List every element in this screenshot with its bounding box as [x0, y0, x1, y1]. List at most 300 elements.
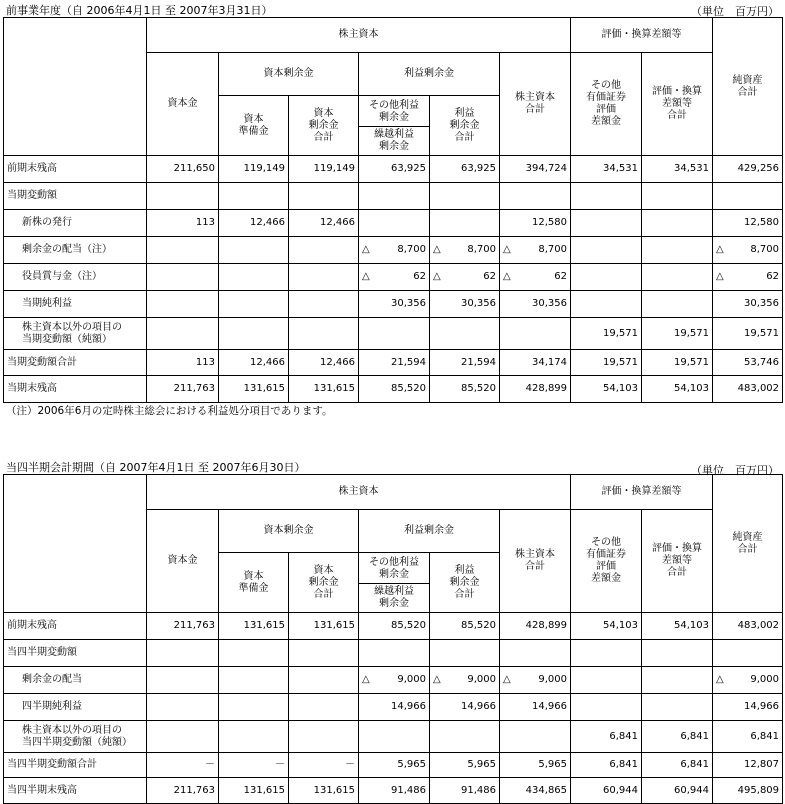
table-row [4, 156, 783, 183]
negative-marker: △ [362, 271, 370, 282]
cell-value: 434,865 [525, 784, 568, 796]
row-label: 役員賞与金（注） [4, 264, 147, 291]
value-cell [500, 667, 571, 694]
value-cell [147, 667, 219, 694]
value-cell [642, 237, 713, 264]
cell-value: － [275, 759, 285, 770]
cell-value: 131,615 [313, 784, 355, 796]
cell-value: 14,966 [744, 701, 780, 712]
cell-value: 19,571 [603, 327, 639, 339]
value-cell [147, 183, 219, 210]
header-capital-reserve: 資本 準備金 [219, 553, 289, 613]
value-cell [289, 613, 359, 640]
cell-value: 113 [195, 356, 215, 368]
cell-value: 9,000 [467, 674, 496, 685]
table-row [4, 694, 783, 721]
cell-value: 54,103 [674, 383, 710, 394]
value-cell [430, 237, 500, 264]
value-cell [289, 350, 359, 376]
value-cell [359, 183, 430, 210]
value-cell [147, 778, 219, 804]
row-label: 当四半期変動額合計 [4, 753, 147, 778]
value-cell [147, 640, 219, 667]
value-cell [500, 694, 571, 721]
cell-value: － [205, 759, 215, 770]
value-cell [219, 667, 289, 694]
table-row [4, 291, 783, 318]
value-cell [359, 667, 430, 694]
value-cell [642, 640, 713, 667]
cell-value: 34,531 [674, 163, 710, 174]
cell-value: 85,520 [391, 620, 426, 631]
header-equity-total: 株主資本 合計 [500, 510, 571, 613]
row-label: 当期変動額 [4, 183, 147, 210]
value-cell [571, 778, 642, 804]
row-label: 当期純利益 [4, 291, 147, 318]
value-cell [713, 721, 783, 753]
row-label: 株主資本以外の項目の 当四半期変動額（純額） [4, 721, 147, 753]
header-shareholders-equity: 株主資本 [147, 18, 571, 53]
table-row [4, 183, 783, 210]
value-cell [571, 350, 642, 376]
cell-value: 53,746 [744, 356, 780, 368]
row-label: 当期変動額合計 [4, 350, 147, 376]
value-cell [642, 350, 713, 376]
value-cell [571, 376, 642, 403]
value-cell [430, 376, 500, 403]
value-cell [359, 613, 430, 640]
header-capital-reserve: 資本 準備金 [219, 96, 289, 156]
cell-value: 211,763 [173, 784, 215, 796]
header-retained-total: 利益 剰余金 合計 [430, 553, 500, 613]
cell-value: 428,899 [525, 620, 568, 631]
value-cell [430, 640, 500, 667]
value-cell [713, 694, 783, 721]
cell-value: 9,000 [750, 674, 780, 685]
value-cell [713, 667, 783, 694]
cell-value: 6,841 [609, 730, 639, 742]
cell-value: 9,000 [538, 674, 568, 685]
cell-value: 19,571 [744, 327, 780, 339]
value-cell [571, 237, 642, 264]
value-cell [289, 694, 359, 721]
cell-value: 5,965 [467, 759, 496, 770]
value-cell [500, 264, 571, 291]
value-cell [642, 318, 713, 350]
negative-marker: △ [433, 271, 441, 282]
header-capital-surplus-total: 資本 剰余金 合計 [289, 96, 359, 156]
value-cell [500, 156, 571, 183]
row-label: 当期末残高 [4, 376, 147, 403]
value-cell [500, 237, 571, 264]
value-cell [430, 613, 500, 640]
cell-value: 119,149 [313, 163, 355, 174]
cell-value: 60,944 [674, 784, 710, 796]
value-cell [359, 291, 430, 318]
row-label: 当四半期変動額 [4, 640, 147, 667]
table-row [4, 778, 783, 804]
value-cell [359, 694, 430, 721]
value-cell [359, 753, 430, 778]
cell-value: 12,466 [320, 217, 355, 228]
cell-value: 12,466 [250, 356, 285, 368]
value-cell [289, 237, 359, 264]
header-retained-earnings: 利益剰余金 [359, 53, 500, 96]
cell-value: 63,925 [461, 163, 496, 174]
cell-value: 85,520 [461, 620, 496, 631]
value-cell [571, 640, 642, 667]
header-capital-surplus: 資本剰余金 [219, 510, 359, 553]
value-cell [219, 721, 289, 753]
value-cell [219, 778, 289, 804]
negative-marker: △ [362, 674, 370, 685]
value-cell [289, 376, 359, 403]
value-cell [713, 350, 783, 376]
cell-value: 428,899 [525, 383, 568, 394]
value-cell [219, 291, 289, 318]
negative-marker: △ [503, 271, 511, 282]
value-cell [289, 156, 359, 183]
value-cell [713, 237, 783, 264]
cell-value: 19,571 [674, 327, 710, 339]
cell-value: 30,356 [391, 298, 426, 309]
value-cell [713, 753, 783, 778]
value-cell [500, 640, 571, 667]
header-retained-total: 利益 剰余金 合計 [430, 96, 500, 156]
value-cell [571, 753, 642, 778]
table1-footnote: （注）2006年6月の定時株主総会における利益処分項目であります。 [6, 405, 333, 417]
value-cell [642, 156, 713, 183]
value-cell [500, 350, 571, 376]
value-cell [642, 291, 713, 318]
cell-value: 62 [554, 271, 568, 282]
negative-marker: △ [503, 244, 511, 255]
value-cell [430, 350, 500, 376]
cell-value: 30,356 [461, 298, 496, 309]
value-cell [289, 640, 359, 667]
value-cell [713, 183, 783, 210]
value-cell [713, 264, 783, 291]
value-cell [289, 753, 359, 778]
cell-value: 54,103 [674, 620, 710, 631]
value-cell [219, 350, 289, 376]
row-label: 前期末残高 [4, 156, 147, 183]
value-cell [147, 721, 219, 753]
value-cell [359, 264, 430, 291]
cell-value: 483,002 [737, 620, 780, 631]
value-cell [642, 753, 713, 778]
cell-value: 113 [195, 217, 215, 228]
row-label: 剰余金の配当 [4, 667, 147, 694]
cell-value: 62 [766, 271, 780, 282]
cell-value: 19,571 [674, 356, 710, 368]
value-cell [430, 721, 500, 753]
negative-marker: △ [503, 674, 511, 685]
equity-table-current-quarter [3, 474, 783, 804]
value-cell [642, 667, 713, 694]
cell-value: 119,149 [243, 163, 285, 174]
value-cell [147, 318, 219, 350]
value-cell [642, 778, 713, 804]
value-cell [713, 156, 783, 183]
cell-value: 12,466 [250, 217, 285, 228]
header-other-retained-label: その他利益 剰余金 [359, 553, 429, 584]
value-cell [359, 640, 430, 667]
value-cell [219, 237, 289, 264]
header-other-retained [359, 553, 430, 613]
cell-value: 211,763 [173, 383, 215, 394]
negative-marker: △ [433, 674, 441, 685]
cell-value: 14,966 [461, 701, 496, 712]
cell-value: 85,520 [461, 383, 496, 394]
value-cell [147, 613, 219, 640]
header-capital-stock: 資本金 [147, 510, 219, 613]
value-cell [500, 721, 571, 753]
value-cell [219, 613, 289, 640]
table-row [4, 640, 783, 667]
value-cell [359, 318, 430, 350]
value-cell [571, 721, 642, 753]
header-valuation-total: 評価・換算 差額等 合計 [642, 510, 713, 613]
cell-value: 131,615 [243, 383, 285, 394]
value-cell [219, 753, 289, 778]
cell-value: 54,103 [603, 620, 639, 631]
value-cell [430, 667, 500, 694]
value-cell [219, 183, 289, 210]
value-cell [642, 721, 713, 753]
cell-value: 12,466 [320, 356, 355, 368]
cell-value: 8,700 [467, 244, 496, 255]
value-cell [430, 694, 500, 721]
row-label: 株主資本以外の項目の 当期変動額（純額） [4, 318, 147, 350]
row-label: 四半期純利益 [4, 694, 147, 721]
value-cell [430, 318, 500, 350]
value-cell [147, 694, 219, 721]
cell-value: 429,256 [737, 163, 780, 174]
value-cell [219, 156, 289, 183]
cell-value: 131,615 [243, 620, 285, 631]
cell-value: 21,594 [391, 356, 426, 368]
row-label: 剰余金の配当（注） [4, 237, 147, 264]
value-cell [571, 667, 642, 694]
value-cell [500, 753, 571, 778]
value-cell [359, 210, 430, 237]
value-cell [219, 376, 289, 403]
cell-value: 6,841 [750, 730, 780, 742]
cell-value: 483,002 [737, 383, 780, 394]
row-label: 当四半期末残高 [4, 778, 147, 804]
value-cell [571, 183, 642, 210]
cell-value: 6,841 [680, 730, 710, 742]
value-cell [713, 291, 783, 318]
cell-value: 8,700 [538, 244, 568, 255]
table2-unit: （単位 百万円） [691, 464, 779, 477]
value-cell [642, 376, 713, 403]
value-cell [219, 210, 289, 237]
cell-value: 9,000 [397, 674, 426, 685]
value-cell [500, 318, 571, 350]
cell-value: 5,965 [397, 759, 426, 770]
value-cell [713, 376, 783, 403]
value-cell [500, 376, 571, 403]
table-row [4, 318, 783, 350]
value-cell [642, 264, 713, 291]
equity-table-prior-year [3, 17, 783, 403]
value-cell [713, 318, 783, 350]
cell-value: 91,486 [391, 784, 426, 796]
value-cell [430, 183, 500, 210]
cell-value: 14,966 [532, 701, 568, 712]
value-cell [289, 210, 359, 237]
value-cell [571, 210, 642, 237]
value-cell [500, 183, 571, 210]
value-cell [500, 778, 571, 804]
negative-marker: △ [716, 674, 724, 685]
value-cell [571, 291, 642, 318]
value-cell [642, 613, 713, 640]
header-carried-forward: 繰越利益 剰余金 [374, 129, 414, 152]
table-row [4, 753, 783, 778]
cell-value: 5,965 [538, 759, 568, 770]
value-cell [430, 156, 500, 183]
value-cell [642, 210, 713, 237]
value-cell [713, 778, 783, 804]
cell-value: 6,841 [609, 759, 639, 770]
header-carried-forward: 繰越利益 剰余金 [374, 586, 414, 609]
cell-value: 34,174 [532, 356, 568, 368]
header-corner [4, 18, 147, 156]
value-cell [359, 376, 430, 403]
value-cell [500, 210, 571, 237]
cell-value: 131,615 [313, 620, 355, 631]
table-row [4, 613, 783, 640]
cell-value: 19,571 [603, 356, 639, 368]
cell-value: 8,700 [750, 244, 780, 255]
table-row [4, 376, 783, 403]
table-row [4, 721, 783, 753]
cell-value: 34,531 [603, 163, 639, 174]
cell-value: 12,580 [744, 217, 780, 228]
table-row [4, 264, 783, 291]
value-cell [571, 156, 642, 183]
cell-value: 30,356 [744, 298, 780, 309]
value-cell [359, 721, 430, 753]
cell-value: 14,966 [391, 701, 426, 712]
cell-value: 131,615 [243, 784, 285, 796]
value-cell [430, 264, 500, 291]
value-cell [359, 778, 430, 804]
value-cell [289, 721, 359, 753]
cell-value: 211,650 [173, 163, 215, 174]
value-cell [147, 753, 219, 778]
header-capital-stock: 資本金 [147, 53, 219, 156]
header-valuation: 評価・換算差額等 [571, 475, 713, 510]
header-capital-surplus-total: 資本 剰余金 合計 [289, 553, 359, 613]
header-retained-earnings: 利益剰余金 [359, 510, 500, 553]
negative-marker: △ [716, 244, 724, 255]
row-label: 新株の発行 [4, 210, 147, 237]
value-cell [430, 291, 500, 318]
header-valuation: 評価・換算差額等 [571, 18, 713, 53]
value-cell [642, 694, 713, 721]
cell-value: 63,925 [391, 163, 426, 174]
value-cell [430, 210, 500, 237]
value-cell [500, 613, 571, 640]
cell-value: 12,807 [744, 759, 780, 770]
value-cell [289, 318, 359, 350]
cell-value: 54,103 [603, 383, 639, 394]
header-securities-diff: その他 有価証券 評価 差額金 [571, 510, 642, 613]
value-cell [147, 210, 219, 237]
value-cell [713, 613, 783, 640]
header-equity-total: 株主資本 合計 [500, 53, 571, 156]
value-cell [219, 694, 289, 721]
value-cell [147, 264, 219, 291]
value-cell [359, 156, 430, 183]
value-cell [219, 640, 289, 667]
cell-value: 8,700 [397, 244, 426, 255]
value-cell [219, 264, 289, 291]
value-cell [430, 753, 500, 778]
value-cell [571, 264, 642, 291]
cell-value: 131,615 [313, 383, 355, 394]
cell-value: 91,486 [461, 784, 496, 796]
value-cell [147, 237, 219, 264]
negative-marker: △ [433, 244, 441, 255]
value-cell [147, 376, 219, 403]
table1-unit: （単位 百万円） [691, 5, 779, 18]
value-cell [289, 291, 359, 318]
header-net-assets: 純資産 合計 [713, 475, 783, 613]
cell-value: 62 [413, 271, 426, 282]
table-row [4, 237, 783, 264]
value-cell [571, 694, 642, 721]
header-securities-diff: その他 有価証券 評価 差額金 [571, 53, 642, 156]
value-cell [219, 318, 289, 350]
table2-title: 当四半期会計期間（自 2007年4月1日 至 2007年6月30日） [6, 461, 306, 474]
value-cell [289, 667, 359, 694]
cell-value: 394,724 [525, 163, 568, 174]
value-cell [500, 291, 571, 318]
value-cell [289, 264, 359, 291]
value-cell [359, 237, 430, 264]
cell-value: 21,594 [461, 356, 496, 368]
value-cell [430, 778, 500, 804]
value-cell [642, 183, 713, 210]
cell-value: 62 [483, 271, 496, 282]
table-row [4, 210, 783, 237]
value-cell [713, 640, 783, 667]
cell-value: 211,763 [173, 620, 215, 631]
header-other-retained [359, 96, 430, 156]
header-valuation-total: 評価・換算 差額等 合計 [642, 53, 713, 156]
cell-value: 60,944 [603, 784, 639, 796]
value-cell [147, 156, 219, 183]
cell-value: － [345, 759, 355, 770]
cell-value: 12,580 [532, 217, 568, 228]
negative-marker: △ [716, 271, 724, 282]
header-capital-surplus: 資本剰余金 [219, 53, 359, 96]
cell-value: 30,356 [532, 298, 568, 309]
table-row [4, 667, 783, 694]
header-other-retained-label: その他利益 剰余金 [359, 96, 429, 127]
header-net-assets: 純資産 合計 [713, 18, 783, 156]
value-cell [571, 318, 642, 350]
value-cell [571, 613, 642, 640]
table-row [4, 350, 783, 376]
header-corner [4, 475, 147, 613]
value-cell [289, 778, 359, 804]
